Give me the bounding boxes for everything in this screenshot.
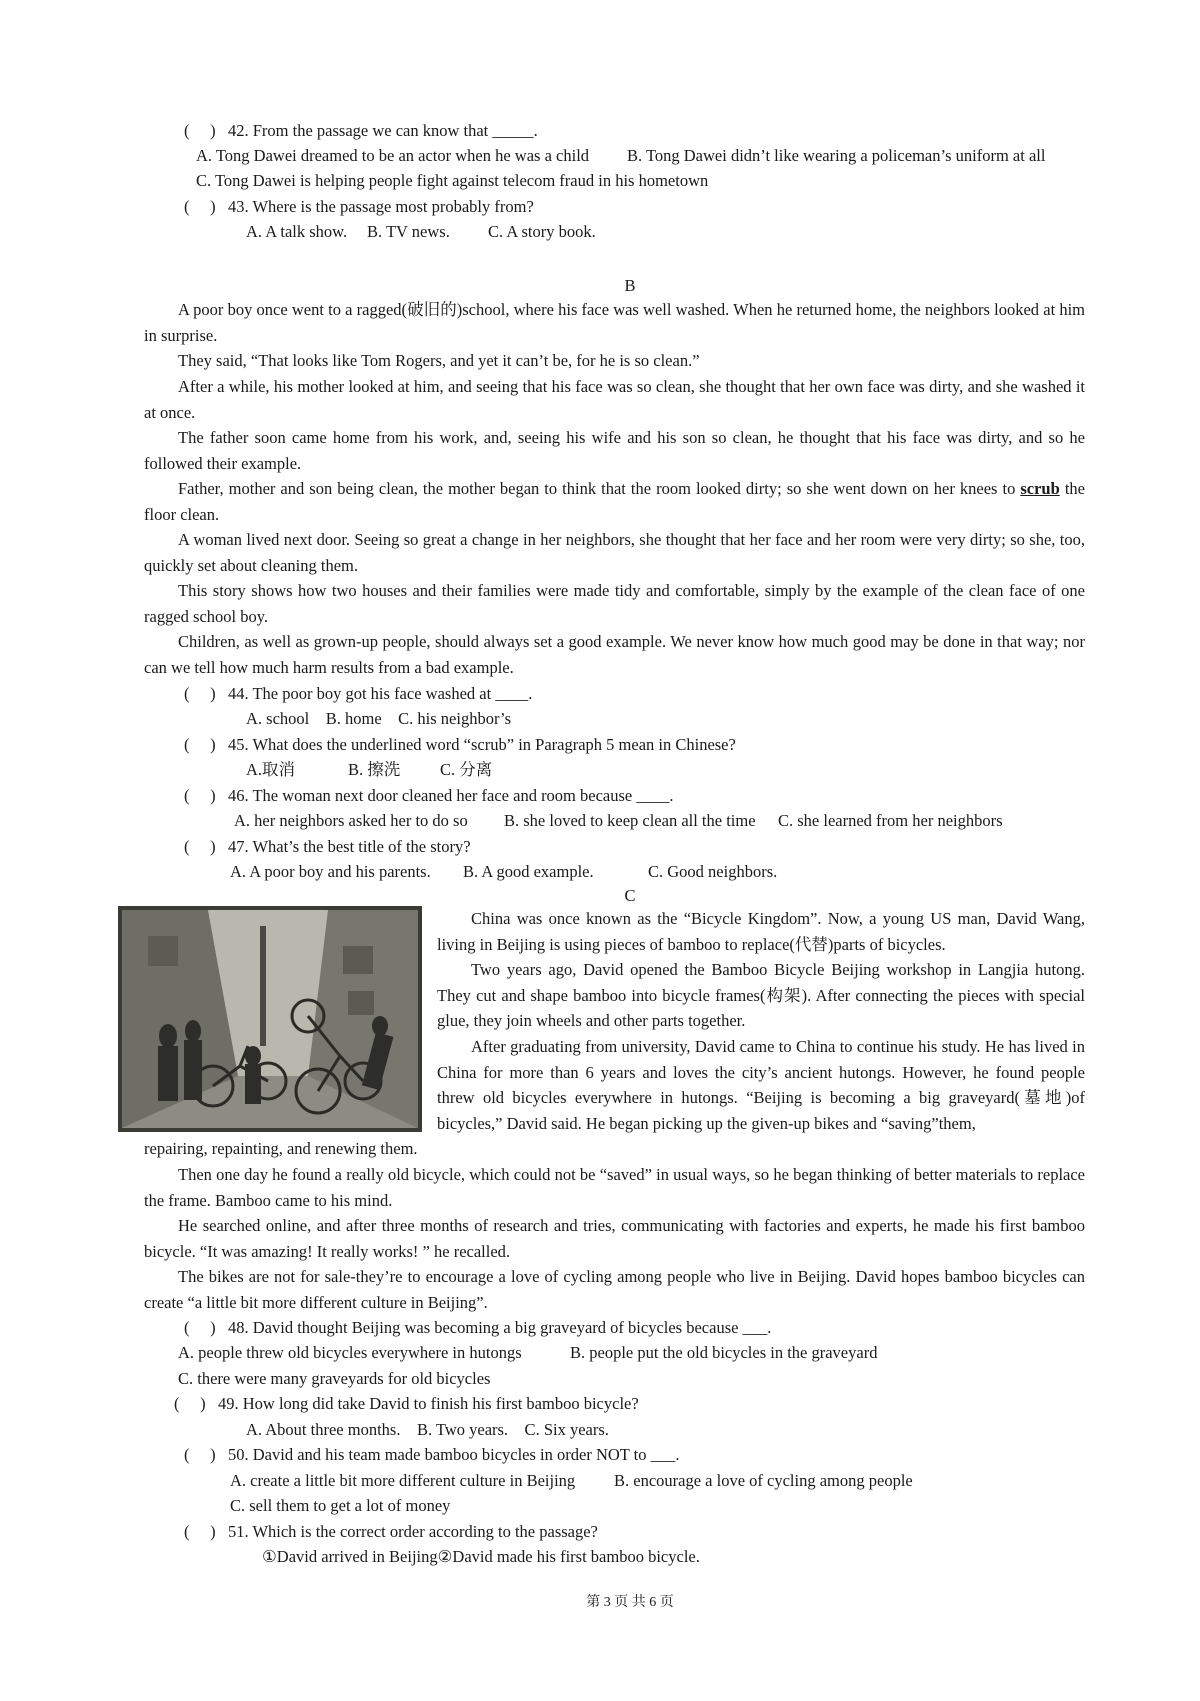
q46-option-a: A. her neighbors asked her to do so (234, 811, 468, 830)
q48-option-a: A. people threw old bicycles everywhere in hutongs (178, 1343, 522, 1362)
q48-option-c: C. there were many graveyards for old bicycles (178, 1369, 491, 1388)
question-text: 47. What’s the best title of the story? (228, 837, 471, 856)
q51-order-items: ①David arrived in Beijing②David made his first bamboo bicycle. (262, 1547, 700, 1566)
q43-option-c: C. A story book. (488, 222, 596, 241)
answer-blank[interactable]: ( ) (184, 197, 216, 216)
answer-blank[interactable]: ( ) (184, 1318, 216, 1337)
section-c-paragraph-3: After graduating from university, David came to China to continue his study. He has lived in China for more than 6 years and loves the city’s ancient hutongs. However, he found people threw old bicycles everywhere in hutongs. “Beijing is becoming a big graveyard(墓地)of bicycles,” David said. He began picking up the given-up bikes and “saving”them, (437, 1037, 1085, 1133)
q42-option-a: A. Tong Dawei dreamed to be an actor when he was a child (196, 146, 590, 165)
q50-option-c: C. sell them to get a lot of money (230, 1496, 451, 1515)
q48-option-b: B. people put the old bicycles in the graveyard (570, 1343, 878, 1362)
q42-option-c: C. Tong Dawei is helping people fight against telecom fraud in his hometown (196, 171, 709, 190)
question-45 (184, 732, 736, 758)
question-42 (184, 118, 538, 144)
question-47 (184, 834, 471, 860)
question-text: 45. What does the underlined word “scrub” in Paragraph 5 mean in Chinese? (228, 735, 736, 754)
q47-option-b: B. A good example. (463, 862, 594, 881)
answer-blank[interactable]: ( ) (184, 786, 216, 805)
q50-option-b: B. encourage a love of cycling among people (614, 1471, 913, 1490)
q42-option-b: B. Tong Dawei didn’t like wearing a policeman’s uniform at all (627, 146, 1046, 165)
section-b-paragraph-6: A woman lived next door. Seeing so great a change in her neighbors, she thought that her face and her room were very dirty; so she, too, quickly set about cleaning them. (144, 530, 1085, 575)
section-b-paragraph-1: A poor boy once went to a ragged(破旧的)school, where his face was well washed. When he returned home, the neighbors looked at him in surprise. (144, 300, 1085, 345)
q45-option-b: B. 擦洗 (348, 760, 401, 779)
section-b-label: B (624, 276, 636, 295)
question-text: 49. How long did take David to finish his first bamboo bicycle? (218, 1394, 639, 1413)
q46-option-c: C. she learned from her neighbors (778, 811, 1003, 830)
question-text: 48. David thought Beijing was becoming a big graveyard of bicycles because ___. (228, 1318, 772, 1337)
q43-option-a: A. A talk show. (246, 222, 348, 241)
question-49 (174, 1391, 639, 1417)
q47-option-a: A. A poor boy and his parents. (230, 862, 431, 881)
question-44 (184, 681, 532, 707)
section-b-paragraph-5: Father, mother and son being clean, the mother began to think that the room looked dirty; so she went down on her knees to scrub the floor clean. (144, 479, 1085, 524)
section-c-paragraph-2: Two years ago, David opened the Bamboo Bicycle Beijing workshop in Langjia hutong. They cut and shape bamboo into bicycle frames(构架). After connecting the pieces with special glue, they join wheels and other parts together. (437, 960, 1085, 1030)
question-51 (184, 1519, 598, 1545)
question-43 (184, 194, 534, 220)
q49-options: A. About three months. B. Two years. C. Six years. (246, 1420, 609, 1439)
question-text: 51. Which is the correct order according to the passage? (228, 1522, 598, 1541)
section-b-paragraph-8: Children, as well as grown-up people, should always set a good example. We never know how much good may be done in that way; nor can we tell how much harm results from a bad example. (144, 632, 1085, 677)
section-b-paragraph-7: This story shows how two houses and their families were made tidy and comfortable, simply by the example of the clean face of one ragged school boy. (144, 581, 1085, 626)
section-b-paragraph-3: After a while, his mother looked at him, and seeing that his face was so clean, she thought that her own face was dirty, and she washed it at once. (144, 377, 1085, 422)
q45-option-c: C. 分离 (440, 760, 493, 779)
question-text: 42. From the passage we can know that _____. (228, 121, 538, 140)
answer-blank[interactable]: ( ) (184, 1445, 216, 1464)
question-text: 44. The poor boy got his face washed at ____. (228, 684, 533, 703)
bicycle-hutong-photo (118, 906, 422, 1132)
question-50 (184, 1442, 680, 1468)
section-c-label: C (624, 886, 636, 905)
section-c-paragraph-5: He searched online, and after three months of research and tries, communicating with factories and experts, he made his first bamboo bicycle. “It was amazing! It really works! ” he recalled. (144, 1216, 1085, 1261)
page-number: 第 3 页 共 6 页 (586, 1595, 674, 1610)
q50-option-a: A. create a little bit more different culture in Beijing (230, 1471, 576, 1490)
answer-blank[interactable]: ( ) (184, 684, 216, 703)
answer-blank[interactable]: ( ) (184, 1522, 216, 1541)
section-b-paragraph-2: They said, “That looks like Tom Rogers, and yet it can’t be, for he is so clean.” (178, 351, 700, 370)
answer-blank[interactable]: ( ) (174, 1394, 206, 1413)
question-text: 43. Where is the passage most probably from? (228, 197, 534, 216)
answer-blank[interactable]: ( ) (184, 121, 216, 140)
q47-option-c: C. Good neighbors. (648, 862, 778, 881)
answer-blank[interactable]: ( ) (184, 735, 216, 754)
q45-option-a: A.取消 (246, 760, 296, 779)
underlined-word-scrub: scrub (1020, 479, 1060, 498)
section-c-paragraph-6: The bikes are not for sale-they’re to encourage a love of cycling among people who live in Beijing. David hopes bamboo bicycles can create “a little bit more different culture in Beijing”. (144, 1267, 1085, 1312)
section-b-paragraph-4: The father soon came home from his work, and, seeing his wife and his son so clean, he thought that his face was dirty, and so he followed their example. (144, 428, 1085, 473)
q43-option-b: B. TV news. (367, 222, 450, 241)
section-c-paragraph-3-continued: repairing, repainting, and renewing them. (144, 1139, 418, 1158)
section-c-paragraph-1: China was once known as the “Bicycle Kingdom”. Now, a young US man, David Wang, living in Beijing is using pieces of bamboo to replace(代替)parts of bicycles. (437, 909, 1085, 954)
q46-option-b: B. she loved to keep clean all the time (504, 811, 756, 830)
section-c-paragraph-4: Then one day he found a really old bicycle, which could not be “saved” in usual ways, so he began thinking of better materials to replace the frame. Bamboo came to his mind. (144, 1165, 1085, 1210)
question-48 (184, 1315, 771, 1341)
q44-options: A. school B. home C. his neighbor’s (246, 709, 512, 728)
question-46 (184, 783, 673, 809)
question-text: 50. David and his team made bamboo bicycles in order NOT to ___. (228, 1445, 680, 1464)
answer-blank[interactable]: ( ) (184, 837, 216, 856)
question-text: 46. The woman next door cleaned her face and room because ____. (228, 786, 674, 805)
